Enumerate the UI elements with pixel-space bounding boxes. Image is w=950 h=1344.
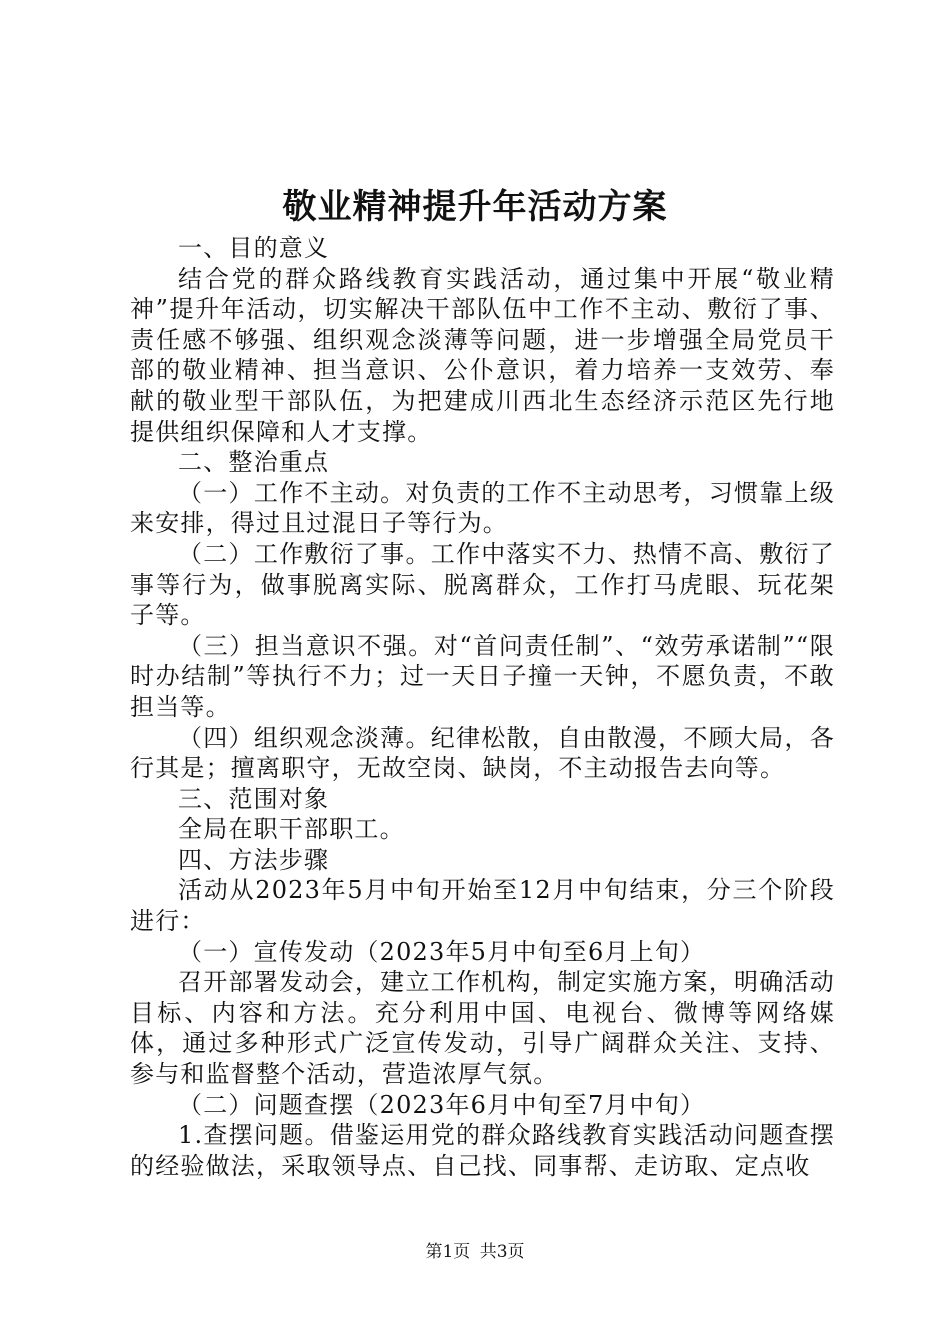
page-footer: [0, 1240, 950, 1264]
section-heading: 四、方法步骤: [178, 845, 330, 874]
document-title: 敬业精神提升年活动方案: [282, 187, 668, 227]
paragraph: （四）组织观念淡薄。纪律松散，自由散漫，不顾大局，各行其是；擅离职守，无故空岗、缺岗，不主动报告去向等。: [130, 723, 835, 783]
subsection-heading: （一）宣传发动（2023年5月中旬至6月上旬）: [178, 937, 706, 966]
paragraph: 活动从2023年5月中旬开始至12月中旬结束，分三个阶段进行：: [130, 876, 835, 936]
page-number: 第1页: [425, 1242, 471, 1262]
paragraph: （二）工作敷衍了事。工作中落实不力、热情不高、敷衍了事等行为，做事脱离实际、脱离群众，工作打马虎眼、玩花架子等。: [130, 539, 835, 630]
paragraph: 召开部署发动会，建立工作机构，制定实施方案，明确活动目标、内容和方法。充分利用中国、电视台、微博等网络媒体，通过多种形式广泛宣传发动，引导广阔群众关注、支持、参与和监督整个活动，营造浓厚气氛。: [130, 968, 835, 1089]
section-heading: 三、范围对象: [178, 784, 330, 813]
subsection-heading: （二）问题查摆（2023年6月中旬至7月中旬）: [178, 1090, 706, 1119]
section-heading: 二、整治重点: [178, 448, 330, 477]
paragraph: 全局在职干部职工。: [178, 815, 405, 844]
paragraph: （三）担当意识不强。对“首问责任制”、“效劳承诺制”“限时办结制”等执行不力；过一天日子撞一天钟，不愿负责，不敢担当等。: [130, 631, 835, 721]
paragraph: 1.查摆问题。借鉴运用党的群众路线教育实践活动问题查摆的经验做法，采取领导点、自己找、同事帮、走访取、定点收: [130, 1121, 835, 1180]
page-total: 共3页: [479, 1242, 525, 1262]
paragraph: （一）工作不主动。对负责的工作不主动思考，习惯靠上级来安排，得过且过混日子等行为。: [130, 478, 835, 538]
section-heading: 一、目的意义: [178, 234, 330, 262]
paragraph: 结合党的群众路线教育实践活动，通过集中开展“敬业精神”提升年活动，切实解决干部队伍中工作不主动、敷衍了事、责任感不够强、组织观念淡薄等问题，进一步增强全局党员干部的敬业精神、担当意识、公仆意识，着力培养一支效劳、奉献的敬业型干部队伍，为把建成川西北生态经济示范区先行地提供组织保障和人才支撑。: [130, 264, 835, 446]
document-body: [130, 233, 835, 1181]
